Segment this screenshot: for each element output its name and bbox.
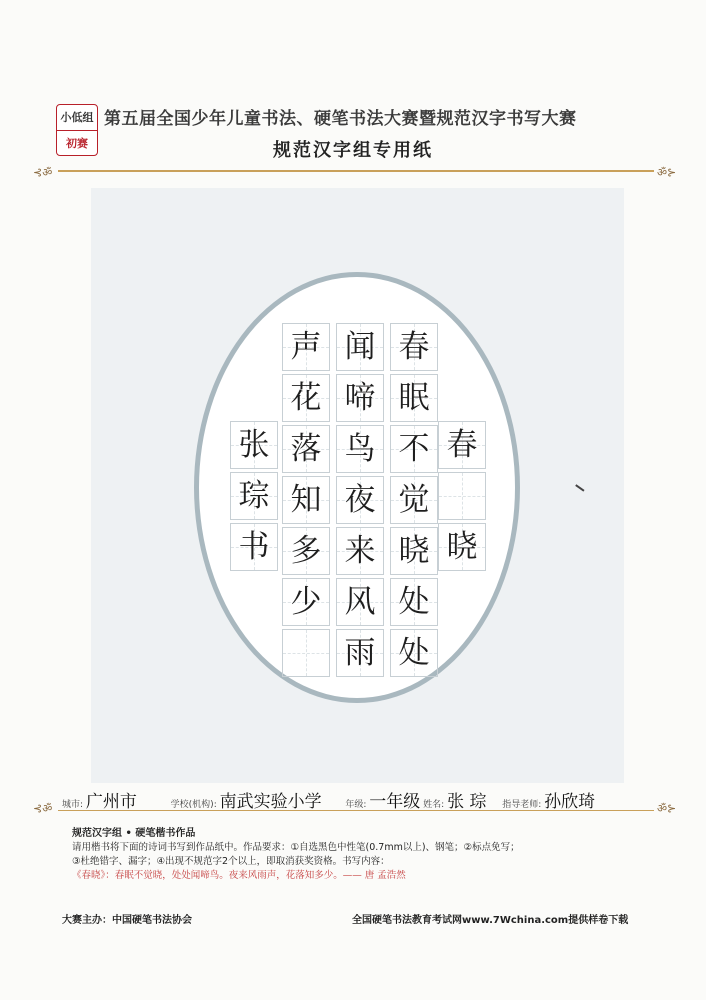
grade-label: 年级: bbox=[345, 800, 367, 810]
grid-cell bbox=[390, 323, 438, 371]
handwritten-char: 春 bbox=[446, 427, 478, 463]
participant-info bbox=[62, 787, 647, 812]
grid-cell bbox=[390, 476, 438, 524]
name-cell bbox=[230, 523, 278, 571]
grid-cell bbox=[282, 374, 330, 422]
badge-group-label: 小低组 bbox=[57, 105, 97, 131]
grid-cell bbox=[390, 425, 438, 473]
handwritten-char: 鸟 bbox=[344, 431, 376, 467]
handwritten-char: 处 bbox=[398, 635, 430, 671]
grid-cell bbox=[282, 323, 330, 371]
handwritten-char: 啼 bbox=[344, 380, 376, 416]
grid-cell bbox=[336, 323, 384, 371]
grid-cell bbox=[282, 476, 330, 524]
name-value: 张 琮 bbox=[447, 792, 487, 812]
teacher-value: 孙欣琦 bbox=[544, 792, 596, 812]
grid-cell bbox=[282, 425, 330, 473]
download-text: 全国硬笔书法教育考试网www.7Wchina.com提供样卷下载 bbox=[352, 915, 629, 926]
handwritten-char: 少 bbox=[290, 584, 322, 620]
right-ornament-bottom-icon: ॐ⊱ bbox=[657, 802, 677, 815]
left-ornament-icon: ⊰ॐ bbox=[33, 166, 53, 179]
requirements-line-2: ③杜绝错字、漏字；④出现不规范字2个以上，即取消获奖资格。书写内容： bbox=[72, 856, 390, 867]
handwritten-char: 眠 bbox=[398, 380, 430, 416]
title-cell bbox=[438, 523, 486, 571]
badge-round-label: 初赛 bbox=[66, 137, 88, 150]
author-name-column bbox=[230, 421, 278, 571]
grid-cell bbox=[390, 578, 438, 626]
handwritten-char: 春 bbox=[398, 329, 430, 365]
info-rule bbox=[58, 810, 654, 811]
header-rule bbox=[58, 170, 654, 172]
handwritten-char: 晓 bbox=[446, 529, 478, 565]
handwritten-char: 落 bbox=[290, 431, 322, 467]
grid-cell bbox=[336, 578, 384, 626]
handwritten-char: 知 bbox=[290, 482, 322, 518]
paper-subtitle: 规范汉字组专用纸 bbox=[273, 140, 433, 161]
name-label: 姓名: bbox=[423, 800, 445, 810]
city-value: 广州市 bbox=[85, 792, 137, 812]
name-cell bbox=[230, 472, 278, 520]
handwritten-char: 琮 bbox=[238, 478, 270, 514]
handwritten-char: 雨 bbox=[344, 635, 376, 671]
handwritten-char: 不 bbox=[398, 431, 430, 467]
school-value: 南武实验小学 bbox=[219, 792, 322, 812]
grid-cell bbox=[336, 476, 384, 524]
poem-grid bbox=[282, 323, 438, 677]
poem-text: 《春晓》：春眠不觉晓，处处闻啼鸟。夜来风雨声，花落知多少。—— 唐 孟浩然 bbox=[72, 870, 406, 881]
right-ornament-icon: ॐ⊱ bbox=[657, 166, 677, 179]
handwritten-char: 书 bbox=[238, 529, 270, 565]
organizer-text: 大赛主办：中国硬笔书法协会 bbox=[62, 915, 192, 926]
handwritten-char: 多 bbox=[290, 533, 322, 569]
grid-cell bbox=[390, 527, 438, 575]
grid-cell bbox=[282, 578, 330, 626]
handwritten-char: 张 bbox=[238, 427, 270, 463]
handwritten-char: 觉 bbox=[398, 482, 430, 518]
grid-cell bbox=[390, 374, 438, 422]
grid-cell bbox=[336, 425, 384, 473]
grid-cell bbox=[282, 527, 330, 575]
poem-title-column bbox=[438, 421, 486, 571]
requirements-heading: 规范汉字组 • 硬笔楷书作品 bbox=[72, 828, 196, 839]
handwritten-char: 处 bbox=[398, 584, 430, 620]
handwritten-char: 花 bbox=[290, 380, 322, 416]
handwritten-char: 闻 bbox=[344, 329, 376, 365]
grid-cell bbox=[282, 629, 330, 677]
city-label: 城市: bbox=[62, 800, 84, 810]
requirements-block bbox=[72, 827, 652, 883]
handwritten-char: 晓 bbox=[398, 533, 430, 569]
grid-cell bbox=[336, 374, 384, 422]
title-cell bbox=[438, 421, 486, 469]
grid-cell bbox=[390, 629, 438, 677]
handwritten-char: 风 bbox=[344, 584, 376, 620]
handwritten-char: 夜 bbox=[344, 482, 376, 518]
grade-value: 一年级 bbox=[369, 792, 421, 812]
school-label: 学校(机构): bbox=[170, 800, 217, 810]
handwritten-char: 来 bbox=[344, 533, 376, 569]
teacher-label: 指导老师: bbox=[502, 800, 542, 810]
competition-title: 第五届全国少年儿童书法、硬笔书法大赛暨规范汉字书写大赛 bbox=[104, 109, 577, 129]
handwritten-char: 声 bbox=[290, 329, 322, 365]
grid-cell bbox=[336, 629, 384, 677]
name-cell bbox=[230, 421, 278, 469]
title-cell bbox=[438, 472, 486, 520]
left-ornament-bottom-icon: ⊰ॐ bbox=[33, 802, 53, 815]
grid-cell bbox=[336, 527, 384, 575]
requirements-line-1: 请用楷书将下面的诗词书写到作品纸中。作品要求：①自选黑色中性笔(0.7mm以上)、钢笔；②标点免写； bbox=[72, 842, 520, 853]
